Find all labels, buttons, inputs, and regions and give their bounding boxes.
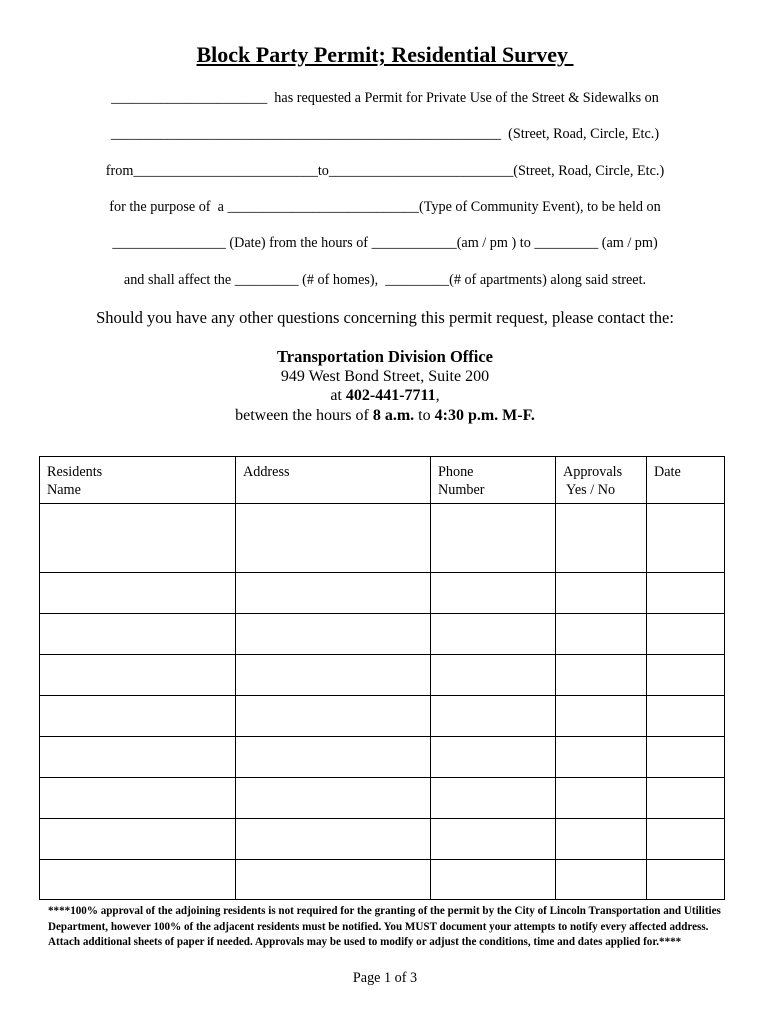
office-address: 949 West Bond Street, Suite 200	[280, 368, 490, 385]
hours-start: 8 a.m.	[372, 407, 415, 424]
office-hours-line	[0, 407, 770, 425]
form-line-requester: ______________________ has requested a Permit for Private Use of the Street & Sidewalks on	[111, 90, 659, 106]
cell-date[interactable]	[647, 655, 725, 696]
cell-phone[interactable]	[431, 737, 556, 778]
cell-phone[interactable]	[431, 655, 556, 696]
cell-phone[interactable]	[431, 614, 556, 655]
cell-name[interactable]	[40, 504, 236, 573]
table-row	[40, 696, 725, 737]
cell-address[interactable]	[236, 573, 431, 614]
cell-address[interactable]	[236, 614, 431, 655]
cell-date[interactable]	[647, 504, 725, 573]
cell-approval[interactable]	[556, 696, 647, 737]
cell-date[interactable]	[647, 614, 725, 655]
form-line-purpose: for the purpose of a ___________________________(Type of Community Event), to be held on	[109, 199, 661, 215]
phone-number: 402-441-7711	[345, 387, 436, 404]
table-row	[40, 614, 725, 655]
phone-suffix: ,	[435, 387, 440, 404]
table-row	[40, 655, 725, 696]
office-phone-line	[0, 387, 770, 405]
document-title: Block Party Permit; Residential Survey	[196, 42, 574, 67]
hours-prefix: between the hours of	[235, 407, 373, 424]
table-header-row	[40, 457, 725, 504]
cell-name[interactable]	[40, 860, 236, 900]
header-residents-name: Residents Name	[40, 457, 236, 504]
table-row	[40, 860, 725, 900]
cell-address[interactable]	[236, 860, 431, 900]
cell-address[interactable]	[236, 737, 431, 778]
phone-prefix: at	[330, 387, 346, 404]
cell-phone[interactable]	[431, 860, 556, 900]
header-approvals: Approvals Yes / No	[556, 457, 647, 504]
table-row	[40, 819, 725, 860]
cell-name[interactable]	[40, 573, 236, 614]
header-date: Date	[647, 457, 725, 504]
cell-approval[interactable]	[556, 778, 647, 819]
cell-name[interactable]	[40, 778, 236, 819]
cell-date[interactable]	[647, 819, 725, 860]
cell-phone[interactable]	[431, 819, 556, 860]
table-row	[40, 737, 725, 778]
cell-approval[interactable]	[556, 504, 647, 573]
cell-date[interactable]	[647, 737, 725, 778]
form-line-from-to: from__________________________to__________________________(Street, Road, Circle, Etc.)	[105, 163, 665, 179]
header-address: Address	[236, 457, 431, 504]
cell-approval[interactable]	[556, 737, 647, 778]
page-number: Page 1 of 3	[352, 970, 418, 986]
cell-approval[interactable]	[556, 860, 647, 900]
residents-survey-table	[39, 456, 725, 900]
cell-name[interactable]	[40, 819, 236, 860]
approval-footnote: ****100% approval of the adjoining residents is not required for the granting of the permit by the City of Lincoln Transportation and Utilities Department, however 100% of the adjacent residents must be notified. You MUST document your attempts to notify every affected address. Attach additional sheets of paper if needed. Approvals may be used to modify or adjust the conditions, time and dates applied for.****	[48, 905, 721, 949]
cell-address[interactable]	[236, 655, 431, 696]
form-line-street: _______________________________________________________ (Street, Road, Circle, Etc.)	[110, 126, 660, 142]
cell-approval[interactable]	[556, 819, 647, 860]
form-line-affected: and shall affect the _________ (# of homes), _________(# of apartments) along said street.	[123, 272, 647, 288]
cell-address[interactable]	[236, 504, 431, 573]
cell-name[interactable]	[40, 614, 236, 655]
cell-approval[interactable]	[556, 573, 647, 614]
cell-name[interactable]	[40, 696, 236, 737]
cell-approval[interactable]	[556, 614, 647, 655]
table-row	[40, 778, 725, 819]
cell-address[interactable]	[236, 819, 431, 860]
cell-date[interactable]	[647, 573, 725, 614]
cell-phone[interactable]	[431, 696, 556, 737]
cell-date[interactable]	[647, 860, 725, 900]
cell-approval[interactable]	[556, 655, 647, 696]
hours-end: 4:30 p.m. M-F.	[434, 407, 535, 424]
cell-address[interactable]	[236, 696, 431, 737]
cell-name[interactable]	[40, 737, 236, 778]
office-name: Transportation Division Office	[276, 347, 494, 366]
cell-phone[interactable]	[431, 573, 556, 614]
table-row	[40, 573, 725, 614]
cell-name[interactable]	[40, 655, 236, 696]
cell-date[interactable]	[647, 696, 725, 737]
contact-question: Should you have any other questions concerning this permit request, please contact the:	[96, 308, 674, 327]
cell-address[interactable]	[236, 778, 431, 819]
hours-to: to	[414, 407, 435, 424]
table-row	[40, 504, 725, 573]
cell-date[interactable]	[647, 778, 725, 819]
cell-phone[interactable]	[431, 504, 556, 573]
header-phone-number: Phone Number	[431, 457, 556, 504]
form-line-date-hours: ________________ (Date) from the hours of ____________(am / pm ) to _________ (am / pm)	[112, 235, 658, 251]
cell-phone[interactable]	[431, 778, 556, 819]
